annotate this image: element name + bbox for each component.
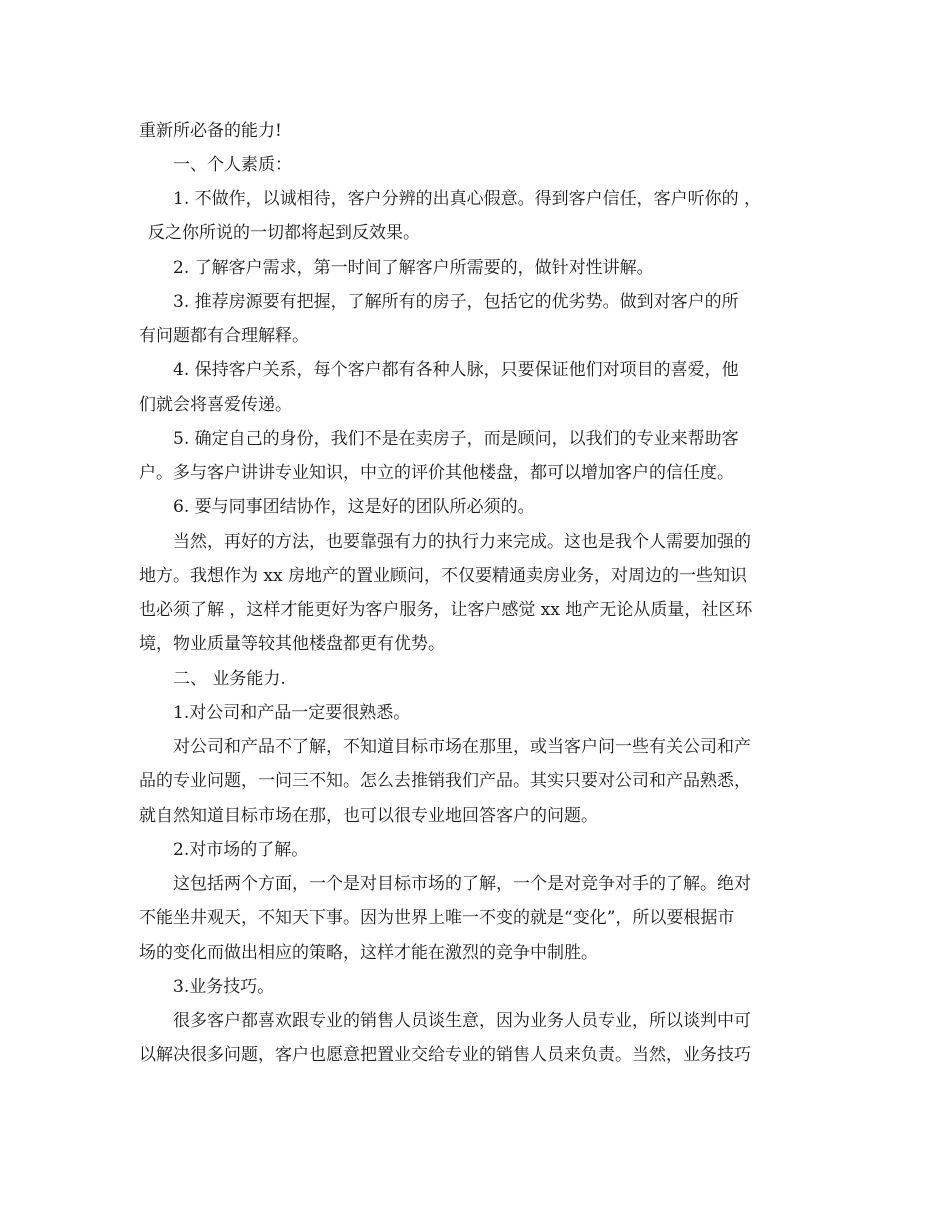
text-line: 对公司和产品不了解，不知道目标市场在那里，或当客户问一些有关公司和产: [173, 737, 751, 757]
text-line: 也必须了解 ，这样才能更好为客户服务，让客户感觉 xx 地产无论从质量，社区环: [139, 600, 753, 620]
text-line: 们就会将喜爱传递。: [139, 395, 292, 415]
text-line: 以解决很多问题，客户也愿意把置业交给专业的销售人员来负责。当然，业务技巧: [139, 1045, 751, 1065]
text-line: 不能坐井观天，不知天下事。因为世界上唯一不变的就是“变化”，所以要根据市: [139, 908, 735, 928]
text-line: 当然，再好的方法，也要靠强有力的执行力来完成。这也是我个人需要加强的: [173, 532, 751, 552]
section-heading: 二、 业务能力.: [173, 669, 286, 689]
subsection-heading: 1.对公司和产品一定要很熟悉。: [173, 703, 411, 723]
subsection-heading: 3.业务技巧。: [173, 977, 275, 997]
subsection-heading: 2.对市场的了解。: [173, 840, 309, 860]
text-line: 场的变化而做出相应的策略，这样才能在激烈的竞争中制胜。: [139, 943, 598, 963]
text-line: 反之你所说的一切都将起到反效果。: [148, 223, 420, 243]
text-line: 2. 了解客户需求，第一时间了解客户所需要的，做针对性讲解。: [173, 258, 654, 278]
section-heading: 一、个人素质：: [173, 155, 292, 175]
text-line: 4. 保持客户关系，每个客户都有各种人脉，只要保证他们对项目的喜爱，他: [173, 360, 739, 380]
text-line: 有问题都有合理解释。: [139, 326, 309, 346]
text-line: 1. 不做作，以诚相待，客户分辨的出真心假意。得到客户信任，客户听你的 ，: [173, 189, 762, 209]
text-line: 6. 要与同事团结协作，这是好的团队所必须的。: [173, 497, 535, 517]
text-line: 5. 确定自己的身份，我们不是在卖房子，而是顾问，以我们的专业来帮助客: [173, 429, 739, 449]
text-line: 境，物业质量等较其他楼盘都更有优势。: [139, 634, 445, 654]
text-line: 就自然知道目标市场在那，也可以很专业地回答客户的问题。: [139, 806, 598, 826]
text-line: 很多客户都喜欢跟专业的销售人员谈生意，因为业务人员专业，所以谈判中可: [173, 1011, 751, 1031]
text-line: 这包括两个方面，一个是对目标市场的了解，一个是对竞争对手的了解。绝对: [173, 874, 751, 894]
text-line: 重新所必备的能力!: [139, 121, 282, 141]
text-line: 户。多与客户讲讲专业知识，中立的评价其他楼盘，都可以增加客户的信任度。: [139, 463, 734, 483]
text-line: 品的专业问题，一问三不知。怎么去推销我们产品。其实只要对公司和产品熟悉，: [139, 771, 751, 791]
text-line: 3. 推荐房源要有把握，了解所有的房子，包括它的优劣势。做到对客户的所: [173, 292, 739, 312]
text-line: 地方。我想作为 xx 房地产的置业顾问，不仅要精通卖房业务，对周边的一些知识: [139, 566, 747, 586]
